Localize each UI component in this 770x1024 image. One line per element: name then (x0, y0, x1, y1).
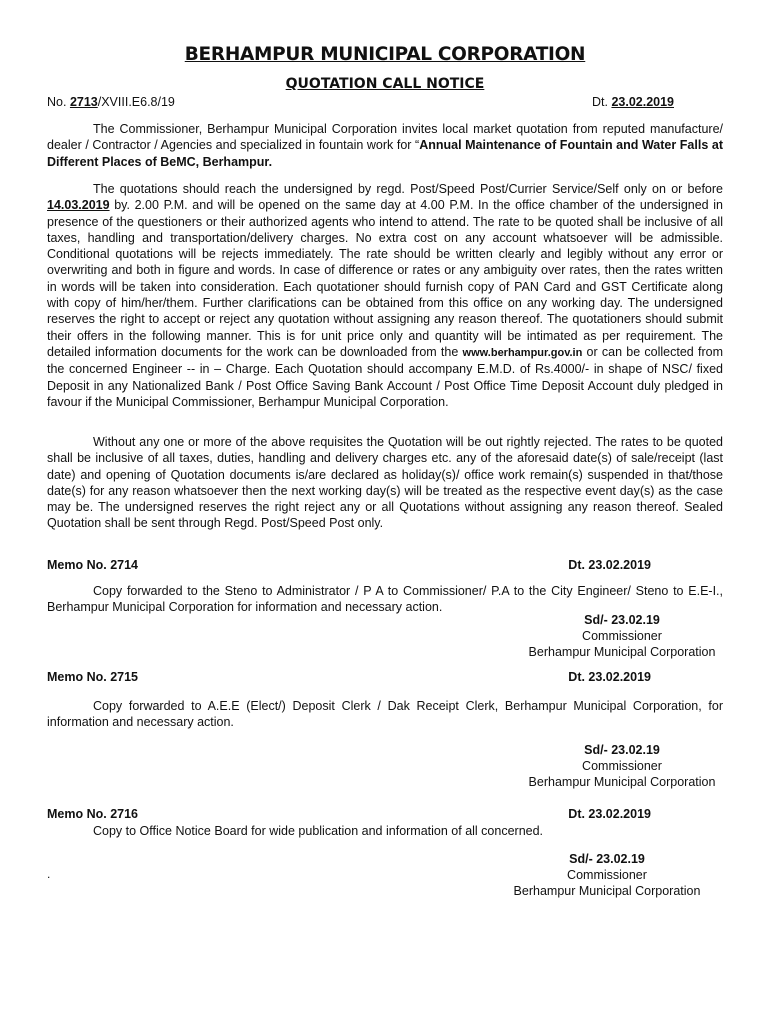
terms-paragraph: The quotations should reach the undersigned by regd. Post/Speed Post/Currier Service/Self only on or before 14.03.2019 by. 2.00 P.M. and will be opened on the same day at 4.00 P.M. In the office chamber of the undersigned in presence of the questioners or their authorized agents who intend to attend. The rate to be quoted shall be inclusive of all taxes, handling and transportation/delivery charges. No extra cost on any account whatsoever will be admissible. Conditional quotations will be rejects immediately. The rate should be written clearly and legibly without any error or overwriting and both in figure and words. In case of difference or rates or any ambiguity over rates, then the rates written in words will be taken into consideration. Each quotationer should furnish copy of PAN Card and GST Certificate along with copy of him/her/them. Further clarifications can be obtained from this office on any working day. The undersigned reserves the right to accept or reject any quotation without assigning any reason thereof. The quotationers should submit their offers in the following manner. This is for unit price only and quantity will be intimated as per requirement. The detailed information documents for the work can be downloaded from the www.berhampur.gov.in or can be collected from the concerned Engineer -- in – Charge. Each Quotation should accompany E.M.D. of Rs.4000/- in shape of NSC/ fixed Deposit in any Nationalized Bank / Post Office Saving Bank Account / Post Office Time Deposit Account duly pledged in favour if the Municipal Commissioner, Berhampur Municipal Corporation. (47, 182, 723, 409)
memo-text: Copy forwarded to the Steno to Administrator / P A to Commissioner/ P.A to the City Engineer/ Steno to E.E-I., Berhampur Municipal Corporation for information and necessary action. (47, 584, 723, 615)
memo-date: Dt. 23.02.2019 (568, 670, 651, 684)
work-title: Annual Maintenance of Fountain and Water Falls at Different Places of BeMC, Berhampur. (47, 138, 723, 169)
signatory-organization: Berhampur Municipal Corporation (528, 645, 716, 659)
memo-header (47, 807, 651, 821)
signatory-designation: Commissioner (582, 759, 662, 773)
memo-date: Dt. 23.02.2019 (568, 807, 651, 821)
reference-number: No. 2713/XVIII.E6.8/19 (47, 95, 175, 109)
memo-number: Memo No. 2716 (47, 807, 139, 821)
rejection-paragraph: Without any one or more of the above requisites the Quotation will be out rightly rejected. The rates to be quoted shall be inclusive of all taxes, duties, handling and delivery charges etc. any of the aforesaid date(s) of sale/receipt (last date) and opening of Quotation documents is/are declared as holiday(s)/ office work remain(s) suspended in that/those date(s) for any reason whatsoever then the next working day(s) will be treated as the respective event day(s) as the case may be. The undersigned reserves the right reject any or all Quotations without assigning any reason thereof. Sealed Quotation shall be sent through Regd. Post/Speed Post only. (47, 435, 723, 531)
stray-mark: . (47, 867, 51, 881)
reference-date-value: 23.02.2019 (611, 95, 674, 109)
signature-date: Sd/- 23.02.19 (584, 613, 660, 627)
reference-date: Dt. 23.02.2019 (591, 95, 674, 109)
signatory-organization: Berhampur Municipal Corporation (513, 884, 701, 898)
signature-block (492, 851, 722, 899)
page-title: BERHAMPUR MUNICIPAL CORPORATION (184, 44, 586, 65)
website-link[interactable]: www.berhampur.gov.in (462, 346, 583, 359)
memo-text: Copy to Office Notice Board for wide publication and information of all concerned. (93, 824, 544, 838)
signature-date: Sd/- 23.02.19 (584, 743, 660, 757)
signature-block (507, 742, 737, 790)
signatory-designation: Commissioner (582, 629, 662, 643)
deadline-date: 14.03.2019 (47, 198, 110, 213)
memo-number: Memo No. 2715 (47, 670, 139, 684)
signatory-designation: Commissioner (567, 868, 647, 882)
memo-number: Memo No. 2714 (47, 558, 139, 572)
signatory-organization: Berhampur Municipal Corporation (528, 775, 716, 789)
memo-text: Copy forwarded to A.E.E (Elect/) Deposit Clerk / Dak Receipt Clerk, Berhampur Municipal Corporation, for information and necessary action. (47, 699, 723, 730)
memo-header (47, 558, 651, 572)
memo-date: Dt. 23.02.2019 (568, 558, 651, 572)
signature-date: Sd/- 23.02.19 (569, 852, 645, 866)
signature-block (507, 612, 737, 660)
intro-paragraph: The Commissioner, Berhampur Municipal Corporation invites local market quotation from reputed manufacture/ dealer / Contractor / Agencies and specialized in fountain work for “Annual Maintenance of Fountain and Water Falls at Different Places of BeMC, Berhampur. (47, 122, 723, 169)
notice-subtitle: QUOTATION CALL NOTICE (285, 76, 485, 92)
reference-number-value: 2713 (69, 95, 98, 109)
memo-header (47, 670, 651, 684)
